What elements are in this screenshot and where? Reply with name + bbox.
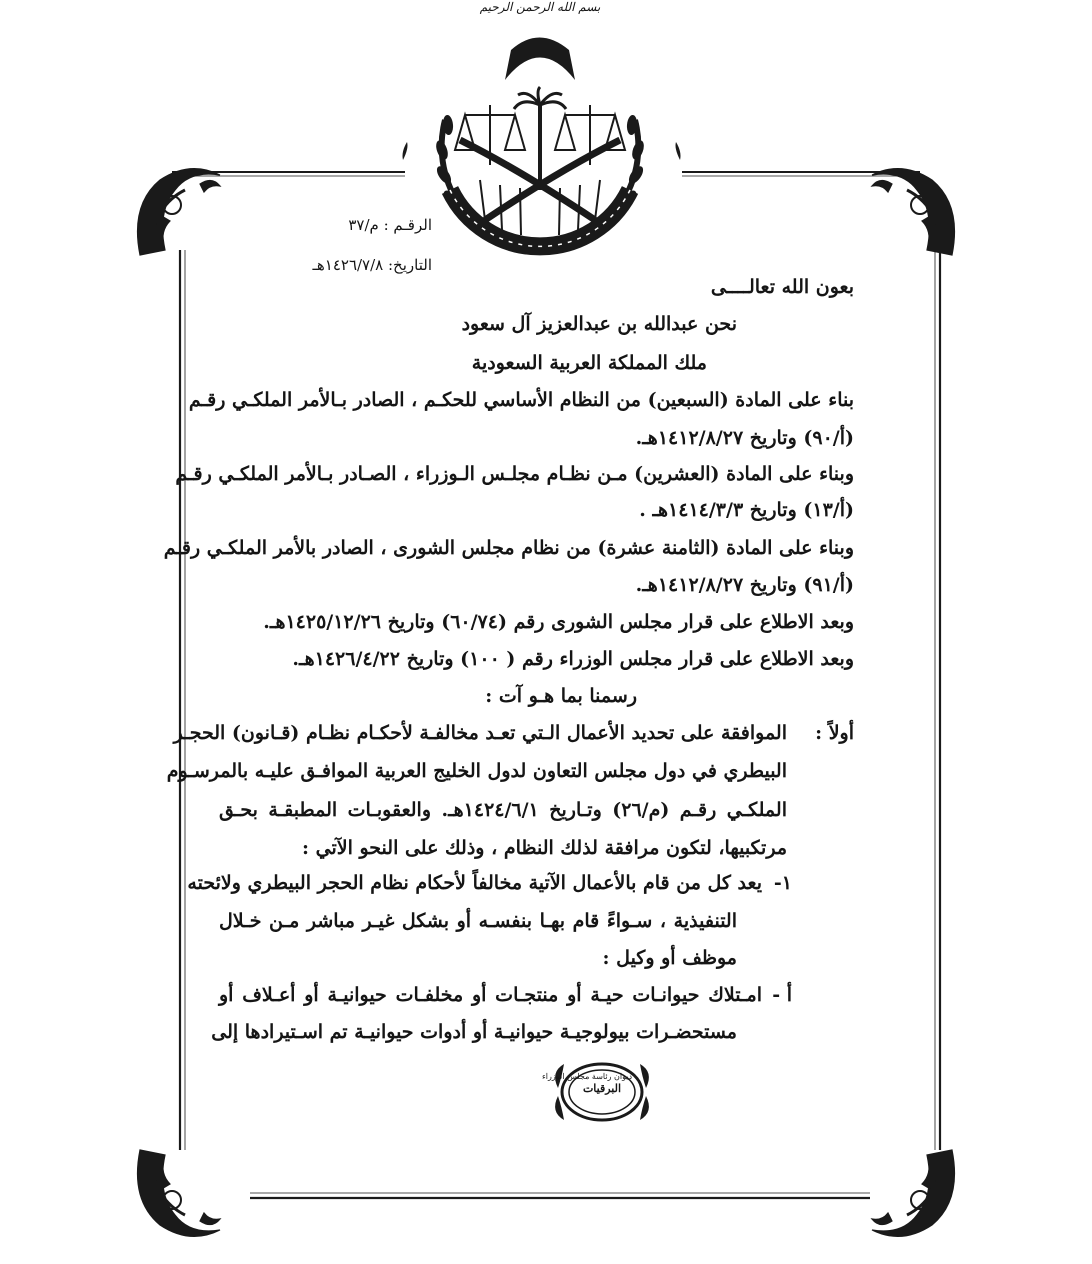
first-line: البيطري في دول مجلس التعاون لدول الخليج العربية الموافـق عليـه بالمرسـوم — [166, 760, 787, 782]
clause-line: (أ/١٣) وتاريخ ١٤١٤/٣/٣هـ . — [639, 499, 854, 521]
first-line: الموافقة على تحديد الأعمال الـتي تعـد مخالفـة لأحكـام نظـام (قـانون) الحجـر — [173, 722, 787, 744]
opening-line: بعون الله تعالــــى — [710, 276, 854, 298]
clause-line: (أ/٩٠) وتاريخ ١٤١٢/٨/٢٧هـ. — [635, 427, 854, 449]
seal-text: البرقيات — [582, 1082, 622, 1095]
review-line-shura: وبعد الاطلاع على قرار مجلس الشورى رقم (٦٠/٧٤) وتاريخ ١٤٢٥/١٢/٢٦هـ. — [263, 611, 854, 633]
item-a-line: مستحضـرات بيولوجيـة حيوانيـة أو أدوات حيوانيـة تم اسـتيرادها إلى — [211, 1021, 737, 1043]
clause-line: بناء على المادة (السبعين) من النظام الأساسي للحكـم ، الصادر بـالأمر الملكـي رقـم — [188, 389, 854, 411]
first-line: مرتكبيها، لتكون مرافقة لذلك النظام ، وذلك على النحو الآتي : — [301, 837, 787, 859]
first-line: الملكـي رقـم (م/٢٦) وتـاريخ ١٤٢٤/٦/١هـ. والعقوبـات المطبقـة بحـق — [219, 799, 787, 821]
item-1-line: التنفيذية ، سـواءً قام بهـا بنفسـه أو بشكل غيـر مباشر مـن خـلال — [219, 910, 737, 932]
seal-caption: ديوان رئاسة مجلس الوزراء — [542, 1072, 632, 1081]
basmala: بسم الله الرحمن الرحيم — [479, 0, 601, 14]
item-1-line: موظف أو وكيل : — [602, 947, 737, 969]
clause-line: وبناء على المادة (الثامنة عشرة) من نظام مجلس الشورى ، الصادر بالأمر الملكـي رقـم — [163, 537, 854, 559]
decree-intro: رسمنا بما هـو آت : — [485, 685, 637, 707]
clause-line: (أ/٩١) وتاريخ ١٤١٢/٨/٢٧هـ. — [635, 574, 854, 596]
issuer-name: نحن عبدالله بن عبدالعزيز آل سعود — [461, 313, 737, 335]
item-a-line: امـتلاك حيوانـات حيـة أو منتجـات أو مخلفـات حيوانيـة أو أعـلاف أو — [219, 984, 762, 1006]
item-1-line: يعد كل من قام بالأعمال الآتية مخالفاً لأحكام نظام الحجر البيطري ولائحته — [187, 872, 762, 894]
item-1-label: ١- — [773, 872, 792, 894]
decree-number: الرقـم : م/٣٧ — [348, 216, 432, 234]
issuer-title: ملك المملكة العربية السعودية — [471, 352, 707, 374]
decree-date: التاريخ: ١٤٢٦/٧/٨هـ — [312, 256, 432, 274]
review-line-ministers: وبعد الاطلاع على قرار مجلس الوزراء رقم ( ١٠٠) وتاريخ ١٤٢٦/٤/٢٢هـ. — [292, 648, 854, 670]
clause-line: وبناء على المادة (العشرين) مـن نظـام مجلـس الـوزراء ، الصـادر بـالأمر الملكـي رقـم — [175, 463, 854, 485]
item-a-label: أ - — [772, 984, 792, 1006]
first-label: أولاً : — [815, 722, 854, 744]
